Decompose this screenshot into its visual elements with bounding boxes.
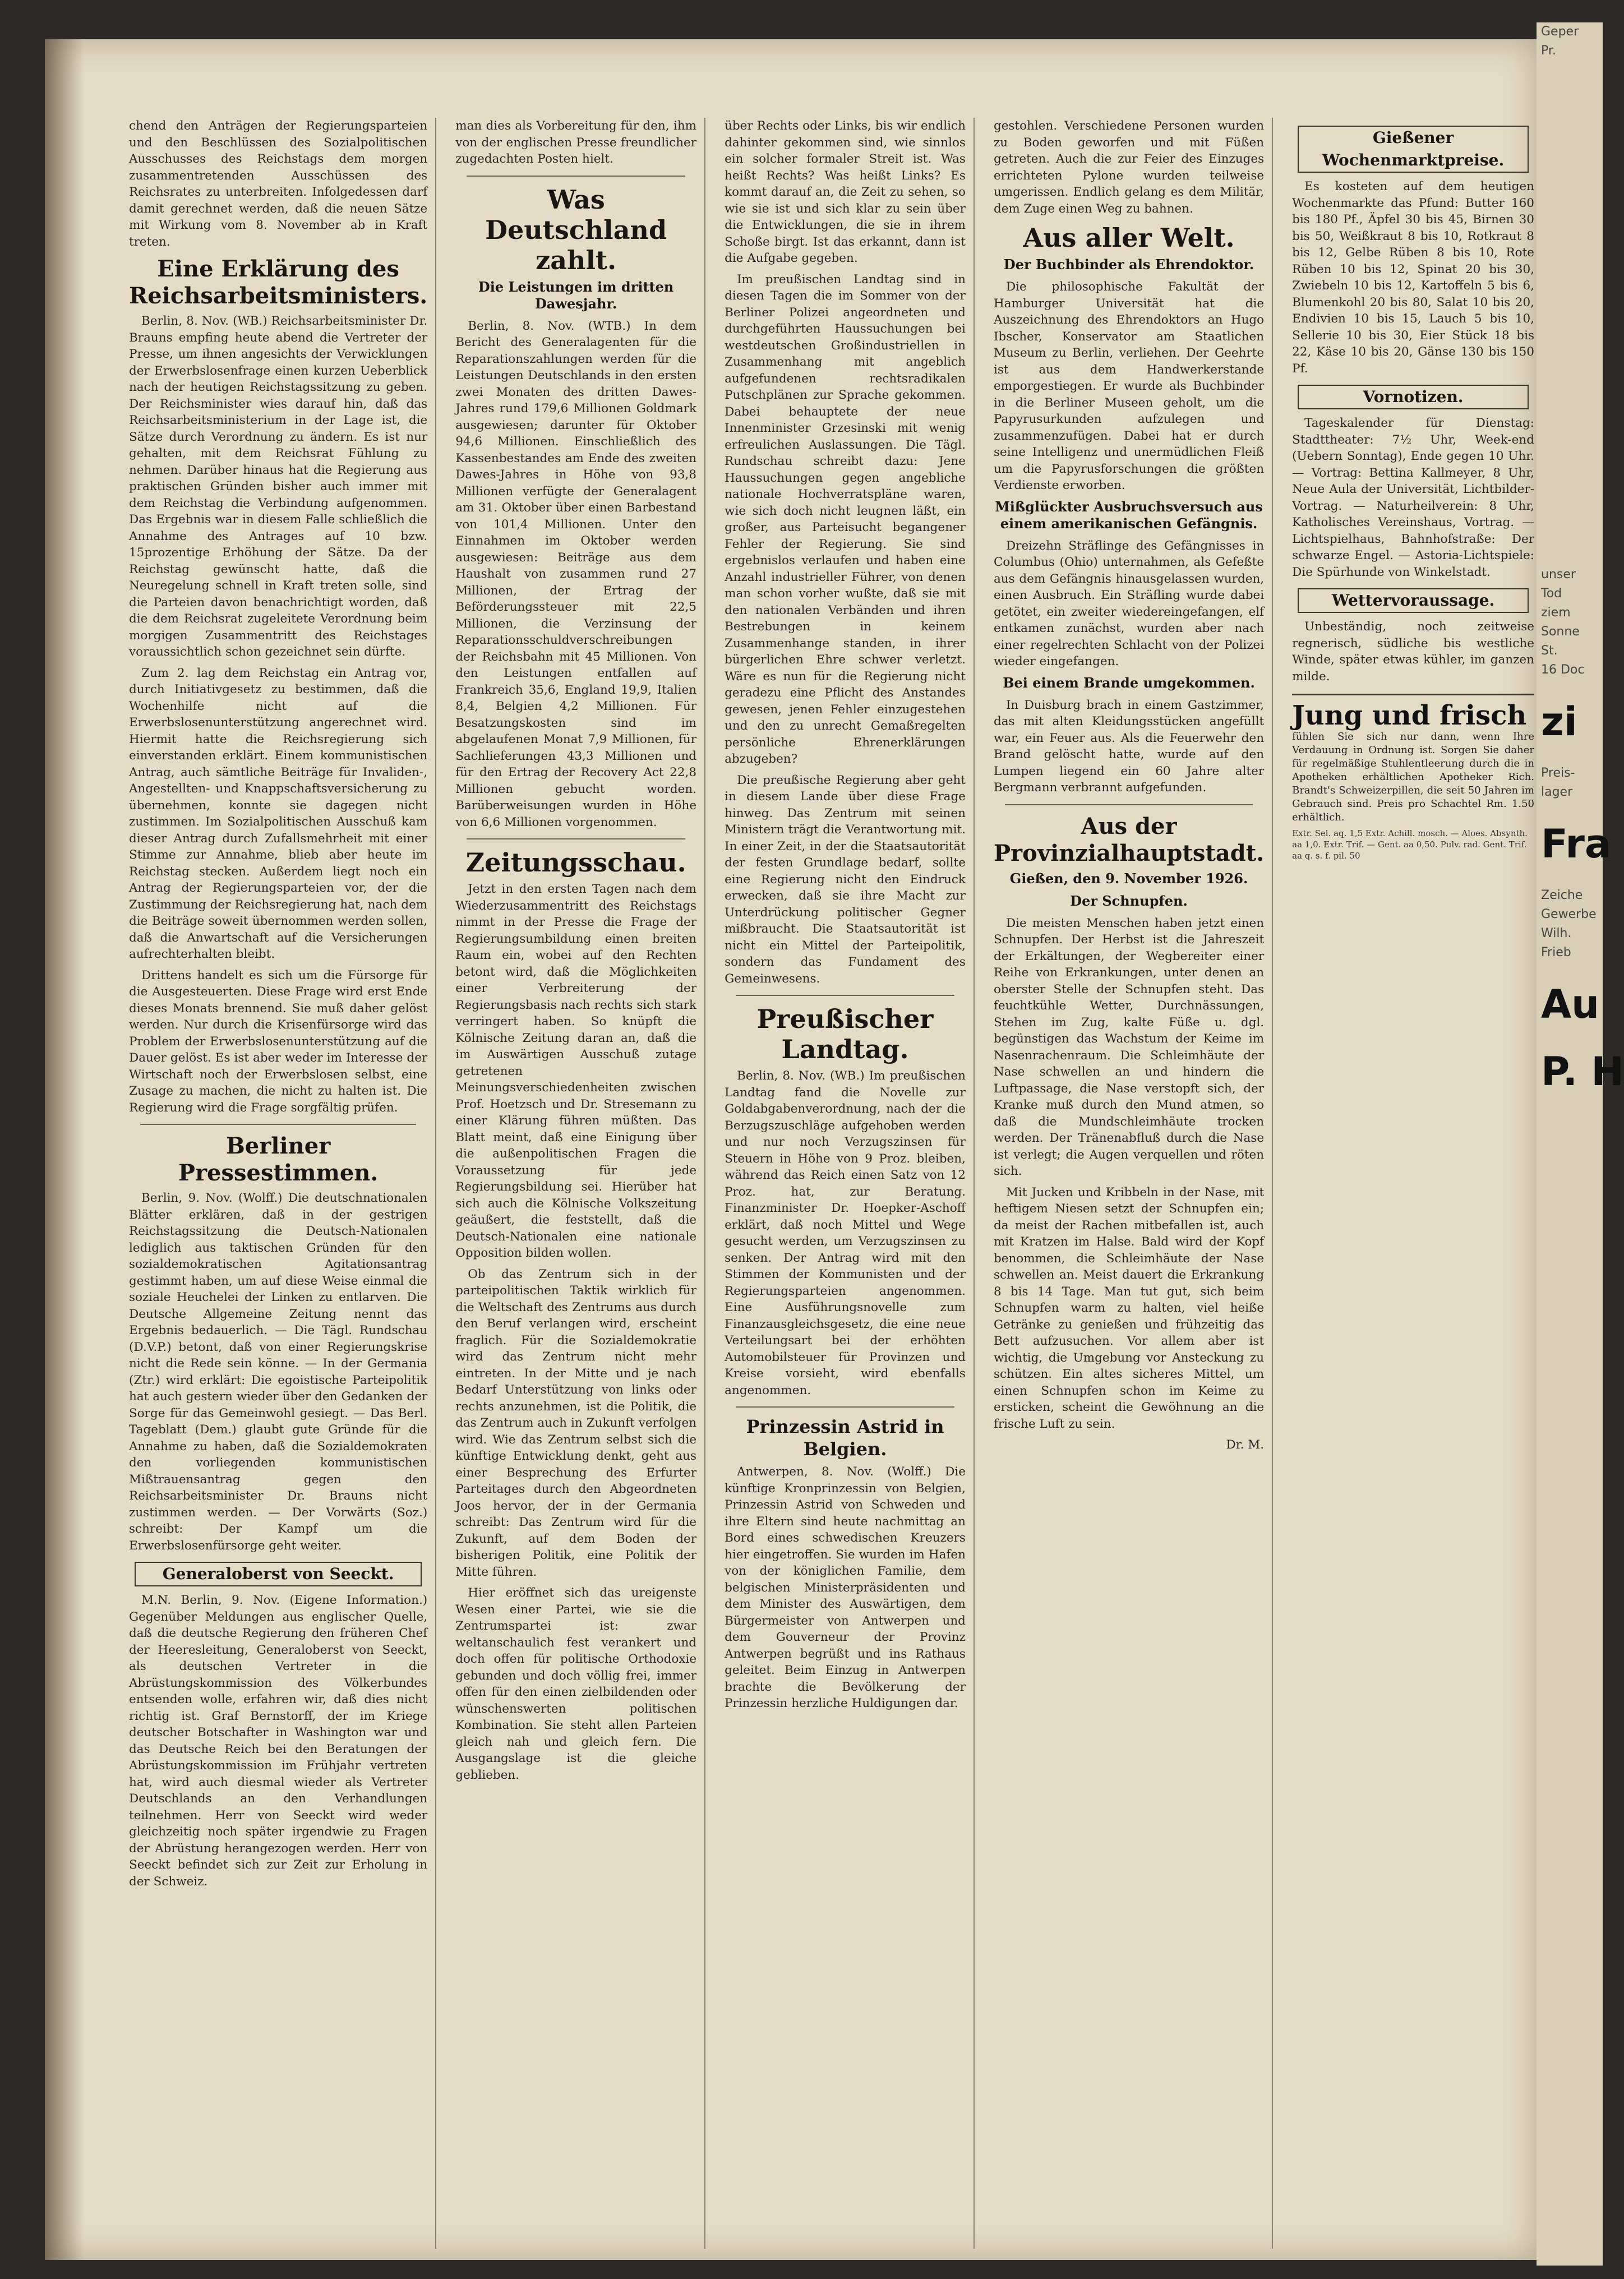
subheadline-ausbruchsversuch: Mißglückter Ausbruchsversuch aus einem amerikanischen Gefängnis. [995, 498, 1263, 532]
event-calendar: Tageskalender für Dienstag: Stadttheater: 7½ Uhr, Week-end (Uebern Sonntag), Ende gegen 10 Uhr. — Vortrag: Bettina Kallmeyer, 8 Uhr, Neue Aula der Universität, Lichtbilder-Vortrag. — Naturheilverein: 8 Uhr, Katholisches Vereinshaus, Vortrag. — Lichtspielhaus, Bahnhofstraße: Der schwarze Engel. — Astoria-Lichtspiele: Die Spürhunde von Winkelstadt. [1292, 416, 1534, 579]
headline-preussischer-landtag: Preußischer Landtag. [756, 1004, 934, 1064]
article-paragraph: M.N. Berlin, 9. Nov. (Eigene Information.) Gegenüber Meldungen aus englischer Quelle, daß die deutsche Regierung den früheren Chef der Heeresleitung, Generaloberst von Seeckt, als deutschen Vertreter in die Abrüstungskommission des Völkerbundes entsenden wolle, erfahren wir, daß dies nicht richtig ist. Graf Bernstorff, der im Kriege deutscher Botschafter in Washington war und das Deutsche Reich bei den Beratungen der Abrüstungskommission im Frühjahr vertreten hat, wird auch diesmal wieder als Vertreter Deutschlands an den Verhandlungen teilnehmen. Herr von Seeckt wird weder gleichzeitig noch später irgendwie zu Fragen der Abrüstung herangezogen werden. Herr von Seeckt befindet sich zur Zeit zur Erholung in der Schweiz. [129, 1593, 428, 1889]
edge-line: St. [1541, 644, 1558, 658]
edge-line: Frieb [1541, 945, 1571, 959]
subheadline-buchbinder: Der Buchbinder als Ehrendoktor. [1003, 256, 1254, 273]
headline-seeckt: Generaloberst von Seeckt. [135, 1562, 422, 1586]
headline-wochenmarktpreise: Gießener Wochenmarktpreise. [1298, 126, 1529, 173]
divider [467, 838, 685, 839]
ad-headline: Jung und frisch [1292, 700, 1527, 731]
ad-ingredients: Extr. Sel. aq. 1,5 Extr. Achill. mosch. — Aloes. Absynth. aa 1,0. Extr. Trif. — Gent. aa 0,50. Pulv. rad. Gent. Trif. aa q. s. f. pil. 50 [1292, 828, 1528, 861]
edge-line: Gewerbe [1541, 907, 1597, 921]
edge-line: unser [1541, 568, 1576, 582]
weather-forecast: Unbeständig, noch zeitweise regnerisch, südliche bis westliche Winde, später etwas kühler, im ganzen milde. [1292, 620, 1534, 684]
article-continuation: gestohlen. Verschiedene Personen wurden zu Boden geworfen und mit Füßen getreten. Auch die zur Feier des Einzuges errichteten Pylone wurden teilweise umgerissen. Endlich gelang es dem Militär, dem Zuge einen Weg zu bahnen. [993, 119, 1265, 216]
article-paragraph: Jetzt in den ersten Tagen nach dem Wiederzusammentritt des Reichstags nimmt in der Presse die Frage der Regierungsumbildung einen breiten Raum ein, wobei auf den Rechten betont wird, daß die Möglichkeiten einer Verbreiterung der Regierungsbasis nach rechts sich stark verringert haben. So knüpft die Kölnische Zeitung daran an, daß die im Auswärtigen Ausschuß zutage getretenen Meinungsverschiedenheiten zwischen Prof. Hoetzsch und Dr. Stresemann zu einer Klärung führen müßten. Das Blatt meint, daß eine Einigung über die außenpolitischen Fragen die Voraussetzung für jede Regierungsbildung sei. Hierüber hat sich auch die Kölnische Volkszeitung geäußert, die feststellt, daß die Deutsch-Nationalen eine nationale Opposition bilden wollen. [455, 882, 697, 1260]
article-continuation: über Rechts oder Links, bis wir endlich dahinter gekommen sind, wie sinnlos ein solcher formaler Streit ist. Was heißt Rechts? Was heißt Links? Es kommt darauf an, die Zeit zu sehen, so wie sie ist und sich klar zu sein über die Entwicklungen, die sie in ihrem Schoße birgt. Ist das erkannt, dann ist die Aufgabe gegeben. [725, 119, 966, 265]
article-paragraph: Die meisten Menschen haben jetzt einen Schnupfen. Der Herbst ist die Jahreszeit der Erkältungen, der Wegbereiter einer Reihe von Erkrankungen, unter denen an oberster Stelle der Schnupfen steht. Das feuchtkühle Wetter, Durchnässungen, Stehen im Zug, kalte Füße u. dgl. begünstigen das Wachstum der Keime im Nasenrachenraum. Die Schleimhäute der Nase schwellen an und hindern die Luftpassage, die Nase verstopft sich, der Kranke muß durch den Mund atmen, so daß die Mundschleimhäute trocken werden. Der Tränenabfluß durch die Nase ist verlegt; die Augen verquellen und röten sich. [993, 916, 1265, 1178]
edge-line: Pr. [1541, 44, 1556, 58]
column-1 [129, 118, 436, 2249]
divider [140, 1124, 416, 1125]
article-paragraph: Zum 2. lag dem Reichstag ein Antrag vor, durch Initiativgesetz zu bestimmen, daß die Wochenhilfe nicht auf die Erwerbslosenunterstützung angerechnet wird. Hiermit hatte die Reichsregierung sich einverstanden erklärt. Einem kommunistischen Antrag, auch sämtliche Beiträge für Invaliden-, Angestellten- und Knappschaftsversicherung zu übernehmen, konnte sie dagegen nicht zustimmen. Im Sozialpolitischen Ausschuß kam dieser Antrag durch Zufallsmehrheit mit einer Stimme zur Annahme, blieb aber heute im Reichstag stecken. Außerdem liegt noch ein Antrag der Regierungsparteien vor, der die Zustimmung der Reichsregierung hat, nach dem die Beiträge soweit übernommen werden sollen, daß die Anwartschaft auf die Versicherungen aufrechterhalten bleibt. [129, 666, 428, 961]
column-4 [994, 118, 1273, 2249]
headline-deutschland-zahlt: Was Deutschland zahlt. [485, 184, 667, 275]
edge-line: Zeiche [1541, 888, 1583, 902]
article-paragraph: Berlin, 8. Nov. (WB.) Im preußischen Landtag fand die Novelle zur Goldabgabenverordnung, nach der die Berzugszuschläge aufgehoben werden und nur noch Verzugszinsen für Steuern in Höhe von 9 Proz. bleiben, während das Reich einen Satz von 12 Proz. hat, zur Beratung. Finanzminister Dr. Hoepker-Aschoff erklärt, daß noch Mittel und Wege gesucht werden, um Verzugszinsen zu senken. Der Antrag wird mit den Stimmen der Kommunisten und der Regierungsparteien angenommen. Eine Ausführungsnovelle zum Finanzausgleichsgesetz, die eine neue Verteilungsart bei der erhöhten Automobilsteuer für Provinzen und Kreise vorsieht, wird ebenfalls angenommen. [725, 1069, 966, 1397]
column-5 [1292, 118, 1542, 2249]
newspaper-page [45, 39, 1537, 2260]
article-paragraph: Mit Jucken und Kribbeln in der Nase, mit heftigem Niesen setzt der Schnupfen ein; da meist der Rachen mitbefallen ist, auch mit Kratzen im Halse. Bald wird der Kopf benommen, die Schleimhäute der Nase schwellen an. Meist dauert die Erkrankung 8 bis 14 Tage. Man tut gut, sich beim Schnupfen warm zu halten, viel heiße Getränke zu genießen und frühzeitig das Bett aufzusuchen. Vor allem aber ist wichtig, die Umgebung vor Ansteckung zu schützen. Ein altes sicheres Mittel, um einen Schnupfen schon im Keime zu ersticken, scheint die Gewöhnung an die frische Luft zu sein. [993, 1185, 1265, 1431]
subheadline-dawesjahr: Die Leistungen im dritten Dawesjahr. [478, 278, 674, 312]
article-continuation: chend den Anträgen der Regierungsparteien und den Beschlüssen des Sozialpolitischen Ausschusses des Reichstags dem morgen zusammentretenden Ausschüssen des Reichsrates zu unterbreiten. Infolgedessen darf damit gerechnet werden, daß die neuen Sätze mit Wirkung vom 8. November ab in Kraft treten. [129, 119, 428, 249]
edge-line: 16 Doc [1541, 663, 1585, 677]
edge-line: Tod [1541, 587, 1562, 601]
headline-reichsarbeitsminister: Eine Erklärung des Reichsarbeitsministers. [129, 256, 428, 309]
headline-zeitungsschau: Zeitungsschau. [465, 847, 686, 878]
dateline: Gießen, den 9. November 1926. [1009, 870, 1248, 887]
article-paragraph: Dreizehn Sträflinge des Gefängnisses in Columbus (Ohio) unternahmen, als Gefeßte aus dem Gefängnis hinausgelassen wurden, einen Ausbruch. Ein Sträfling wurde dabei getötet, ein zweiter wiedereingefangen, elf entkamen zunächst, wurden aber nach einer regelrechten Schlacht von der Polizei wieder eingefangen. [993, 538, 1265, 668]
article-paragraph: Die philosophische Fakultät der Hamburger Universität hat die Auszeichnung des Ehrendoktors an Hugo Ibscher, Konservator am Staatlichen Museum zu Berlin, verliehen. Der Geehrte ist aus dem Handwerkerstande emporgestiegen. Er wurde als Buchbinder in die Berliner Museen geholt, um die Papyrusurkunden aufzulegen und zusammenzufügen. Dabei hat er durch seine Intelligenz und unermüdlichen Fleiß um die Papyrusforschungen die größten Verdienste erworben. [993, 280, 1265, 492]
divider [1005, 804, 1253, 805]
edge-line: ziem [1541, 606, 1571, 620]
subheadline-schnupfen: Der Schnupfen. [1070, 892, 1188, 909]
divider [467, 176, 685, 177]
article-paragraph: Berlin, 8. Nov. (WTB.) In dem Bericht des Generalagenten für die Reparationszahlungen werden für die Leistungen Deutschlands in den ersten zwei Monaten des dritten Dawes-Jahres rund 179,6 Millionen Goldmark ausgewiesen; darunter für Oktober 94,6 Millionen. Einschließlich des Kassenbestandes am Ende des zweiten Dawes-Jahres in Höhe von 93,8 Millionen verfügte der Generalagent am 31. Oktober über einen Barbestand von 101,4 Millionen. Unter den Einnahmen im Oktober werden ausgewiesen: Beiträge aus dem Haushalt von zusammen rund 27 Millionen, der Ertrag der Beförderungssteuer mit 22,5 Millionen, die Verzinsung der Reparationsschuldverschreibungen der Reichsbahn mit 45 Millionen. Von den Leistungen entfallen auf Frankreich 35,6, England 19,9, Italien 8,4, Belgien 4,2 Millionen. Für Besatzungskosten sind im abgelaufenen Monat 7,9 Millionen, für Sachlieferungen 43,3 Millionen und für den Ertrag der Recovery Act 22,8 Millionen gebucht worden. Barüberweisungen wurden in Höhe von 6,6 Millionen vorgenommen. [455, 319, 697, 829]
article-paragraph: Hier eröffnet sich das ureigenste Wesen einer Partei, wie sie die Zentrumspartei ist: zwar weltanschaulich fest verankert und doch offen für politische Orthodoxie gebunden und doch völlig frei, immer offen für den einen zielbildenden oder wünschenswerten politischen Kombination. Sie steht allen Parteien gleich nah und gleich fern. Die Ausgangslage ist die gleiche geblieben. [455, 1586, 697, 1782]
divider [736, 1406, 954, 1408]
column-grid [129, 118, 1542, 2249]
edge-line: Sonne [1541, 625, 1580, 639]
edge-ad-letters: Au [1541, 981, 1600, 1027]
binding-shadow [45, 39, 84, 2260]
author-signature: Dr. M. [1226, 1438, 1265, 1452]
headline-prinzessin-astrid: Prinzessin Astrid in Belgien. [746, 1416, 944, 1460]
market-prices: Es kosteten auf dem heutigen Wochenmarkte das Pfund: Butter 160 bis 180 Pf., Äpfel 30 bis 45, Birnen 30 bis 50, Weißkraut 8 bis 10, Rotkraut 8 bis 12, Gelbe Rüben 8 bis 10, Rote Rüben 10 bis 12, Spinat 20 bis 30, Zwiebeln 10 bis 12, Kartoffeln 5 bis 6, Blumenkohl 20 bis 80, Salat 10 bis 20, Endivien 10 bis 15, Lauch 5 bis 10, Sellerie 10 bis 30, Eier Stück 18 bis 22, Käse 10 bis 20, Gänse 130 bis 150 Pf. [1292, 179, 1534, 376]
ad-text: fühlen Sie sich nur dann, wenn Ihre Verdauung in Ordnung ist. Sorgen Sie daher für regelmäßige Stuhlentleerung durch die in Apotheken erhältlichen Apotheker Rich. Brandt's Schweizerpillen, die seit 50 Jahren im Gebrauch sind. Preis pro Schachtel Rm. 1.50 erhältlich. [1292, 731, 1534, 823]
edge-line: lager [1541, 785, 1573, 799]
article-paragraph: Im preußischen Landtag sind in diesen Tagen die im Sommer von der Berliner Polizei angeordneten und durchgeführten Haussuchungen bei westdeutschen Großindustriellen in Zusammenhang mit angeblich aufgefundenen rechtsradikalen Putschplänen zur Sprache gekommen. Dabei behauptete der neue Innenminister Grzesinski mit wenig erfreulichen Auslassungen. Die Tägl. Rundschau schreibt dazu: Jene Haussuchungen gegen angebliche nationale Hochverratspläne waren, wie sich doch nicht leugnen läßt, ein großer, aus Parteisucht begangener Fehler der Regierung. Sie sind ergebnislos verlaufen und haben eine Anzahl industrieller Führer, von denen man schon vorher wußte, daß sie mit den nationalen Verbänden und ihren Bestrebungen in keinem Zusammenhange standen, in ihrer bürgerlichen Ehre schwer verletzt. Wäre es nun für die Regierung nicht geradezu eine Pflicht des Anstandes gewesen, jenen Fehler einzugestehen und den zu unrecht Gemaßregelten persönliche Ehrenerklärungen abzugeben? [725, 272, 966, 766]
edge-ad-letters: zi [1541, 699, 1577, 745]
article-paragraph: Die preußische Regierung aber geht in diesem Lande über diese Frage hinweg. Das Zentrum mit seinen Ministern trägt die Verantwortung mit. In einer Zeit, in der die Staatsautorität der festen Grundlage bedarf, sollte eine Regierung nicht den Eindruck erwecken, daß sie ihre Macht zur Unterdrückung politischer Gegner mißbraucht. Die Staatsautorität ist nicht ein Mittel der Parteipolitik, sondern das Fundament des Gemeinwesens. [725, 773, 966, 986]
headline-provinzialhauptstadt: Aus der Provinzialhauptstadt. [993, 813, 1265, 866]
headline-aus-aller-welt: Aus aller Welt. [1023, 223, 1235, 253]
headline-vornotizen: Vornotizen. [1298, 385, 1529, 409]
subheadline-brand: Bei einem Brande umgekommen. [1003, 674, 1255, 691]
edge-line: Preis- [1541, 766, 1575, 780]
column-2 [455, 118, 705, 2249]
headline-wettervoraussage: Wettervoraussage. [1298, 588, 1529, 613]
column-3 [725, 118, 975, 2249]
article-continuation: man dies als Vorbereitung für den, ihm von der englischen Presse freundlicher zugedachten Posten hielt. [455, 119, 697, 166]
divider [736, 995, 954, 996]
headline-pressestimmen: Berliner Pressestimmen. [178, 1133, 379, 1186]
advertisement [1292, 694, 1534, 861]
article-paragraph: Ob das Zentrum sich in der parteipolitischen Taktik wirklich für die Weltschaft des Zentrums aus durch den Beruf verlangen wird, erscheint fraglich. Für die Sozialdemokratie wird das Zentrum nicht mehr eintreten. In der Mitte und je nach Bedarf Unterstützung von links oder rechts anzunehmen, ist die Politik, die das Zentrum auch in Zukunft verfolgen wird. Wie das Zentrum selbst sich die künftige Entwicklung denkt, geht aus einer Besprechung des Erfurter Parteitages durch den Abgeordneten Joos hervor, der in der Germania schreibt: Das Zentrum wird für die Zukunft, auf dem Boden der bisherigen Politik, eine Politik der Mitte führen. [455, 1267, 697, 1579]
edge-ad-letters: P. H [1541, 1049, 1624, 1095]
edge-line: Wilh. [1541, 926, 1572, 940]
article-paragraph: Antwerpen, 8. Nov. (Wolff.) Die künftige Kronprinzessin von Belgien, Prinzessin Astrid von Schweden und ihre Eltern sind heute nachmittag an Bord eines schwedischen Kreuzers hier eingetroffen. Sie wurden im Hafen von der königlichen Familie, dem belgischen Ministerpräsidenten und dem Minister des Auswärtigen, dem Bürgermeister von Antwerpen und dem Gouverneur der Provinz Antwerpen begrüßt und ins Rathaus geleitet. Beim Einzug in Antwerpen brachte die Bevölkerung der Prinzessin herzliche Huldigungen dar. [725, 1465, 966, 1710]
article-paragraph: Drittens handelt es sich um die Fürsorge für die Ausgesteuerten. Diese Frage wird erst Ende dieses Monats brennend. Sie muß daher gelöst werden. Nur durch die Krisenfürsorge wird das Problem der Erwerbslosenunterstützung auf die Dauer gelöst. Es ist aber weder im Interesse der Wirtschaft noch der Erwerbslosen selbst, eine Zusage zu machen, die nicht zu halten ist. Die Regierung wird die Frage sorgfältig prüfen. [129, 968, 428, 1115]
edge-line: Geper [1541, 25, 1579, 39]
article-paragraph: Berlin, 8. Nov. (WB.) Reichsarbeitsminister Dr. Brauns empfing heute abend die Vertreter der Presse, um ihnen angesichts der Verwicklungen der Erwerbslosenfrage einen kurzen Ueberblick nach der heutigen Reichstagssitzung zu geben. Der Reichsminister wies darauf hin, daß das Reichsarbeitsministerium in der Lage ist, die Sätze durch Verordnung zu ändern. Es ist nur gehalten, mit dem Reichsrat Fühlung zu nehmen. Darüber hinaus hat die Regierung aus praktischen Gründen bisher auch immer mit dem Reichstag die Verbindung aufgenommen. Das Ergebnis war in diesem Falle schließlich die Annahme des Antrages auf 10 bzw. 15prozentige Erhöhung der Sätze. Da der Reichstag gewünscht hatte, daß die Neuregelung schnell in Kraft treten solle, sind die Parteien davon benachrichtigt worden, daß die dem Reichsrat zugeleitete Verordnung beim morgigen Zusammentritt des Reichstages voraussichtlich schon gezeichnet sein dürfte. [129, 314, 428, 659]
article-paragraph: In Duisburg brach in einem Gastzimmer, das mit alten Kleidungsstücken angefüllt war, ein Feuer aus. Als die Feuerwehr den Brand gelöscht hatte, wurde auf den Lumpen liegend ein 60 Jahre alter Bergmann verbrannt aufgefunden. [993, 698, 1265, 795]
adjacent-page-edge [1537, 22, 1624, 2266]
edge-ad-letters: Fra [1541, 821, 1612, 867]
article-paragraph: Berlin, 9. Nov. (Wolff.) Die deutschnationalen Blätter erklären, daß in der gestrigen Reichstagssitzung die Deutsch-Nationalen lediglich aus taktischen Gründen für den sozialdemokratischen Agitationsantrag gestimmt haben, um auf diese Weise einmal die soziale Heuchelei der Linken zu entlarven. Die Deutsche Allgemeine Zeitung nennt das Ergebnis bedauerlich. — Die Tägl. Rundschau (D.V.P.) betont, daß von einer Regierungskrise nicht die Rede sein könne. — In der Germania (Ztr.) wird erklärt: Die egoistische Parteipolitik hat auch gestern wieder über den Gedanken der Sorge für das Gemeinwohl gesiegt. — Das Berl. Tageblatt (Dem.) glaubt gute Gründe für die Annahme zu haben, daß die Sozialdemokraten den vorliegenden kommunistischen Mißtrauensantrag gegen den Reichsarbeitsminister Dr. Brauns nicht zustimmen werden. — Der Vorwärts (Soz.) schreibt: Der Kampf um die Erwerbslosenfürsorge geht weiter. [129, 1191, 428, 1553]
